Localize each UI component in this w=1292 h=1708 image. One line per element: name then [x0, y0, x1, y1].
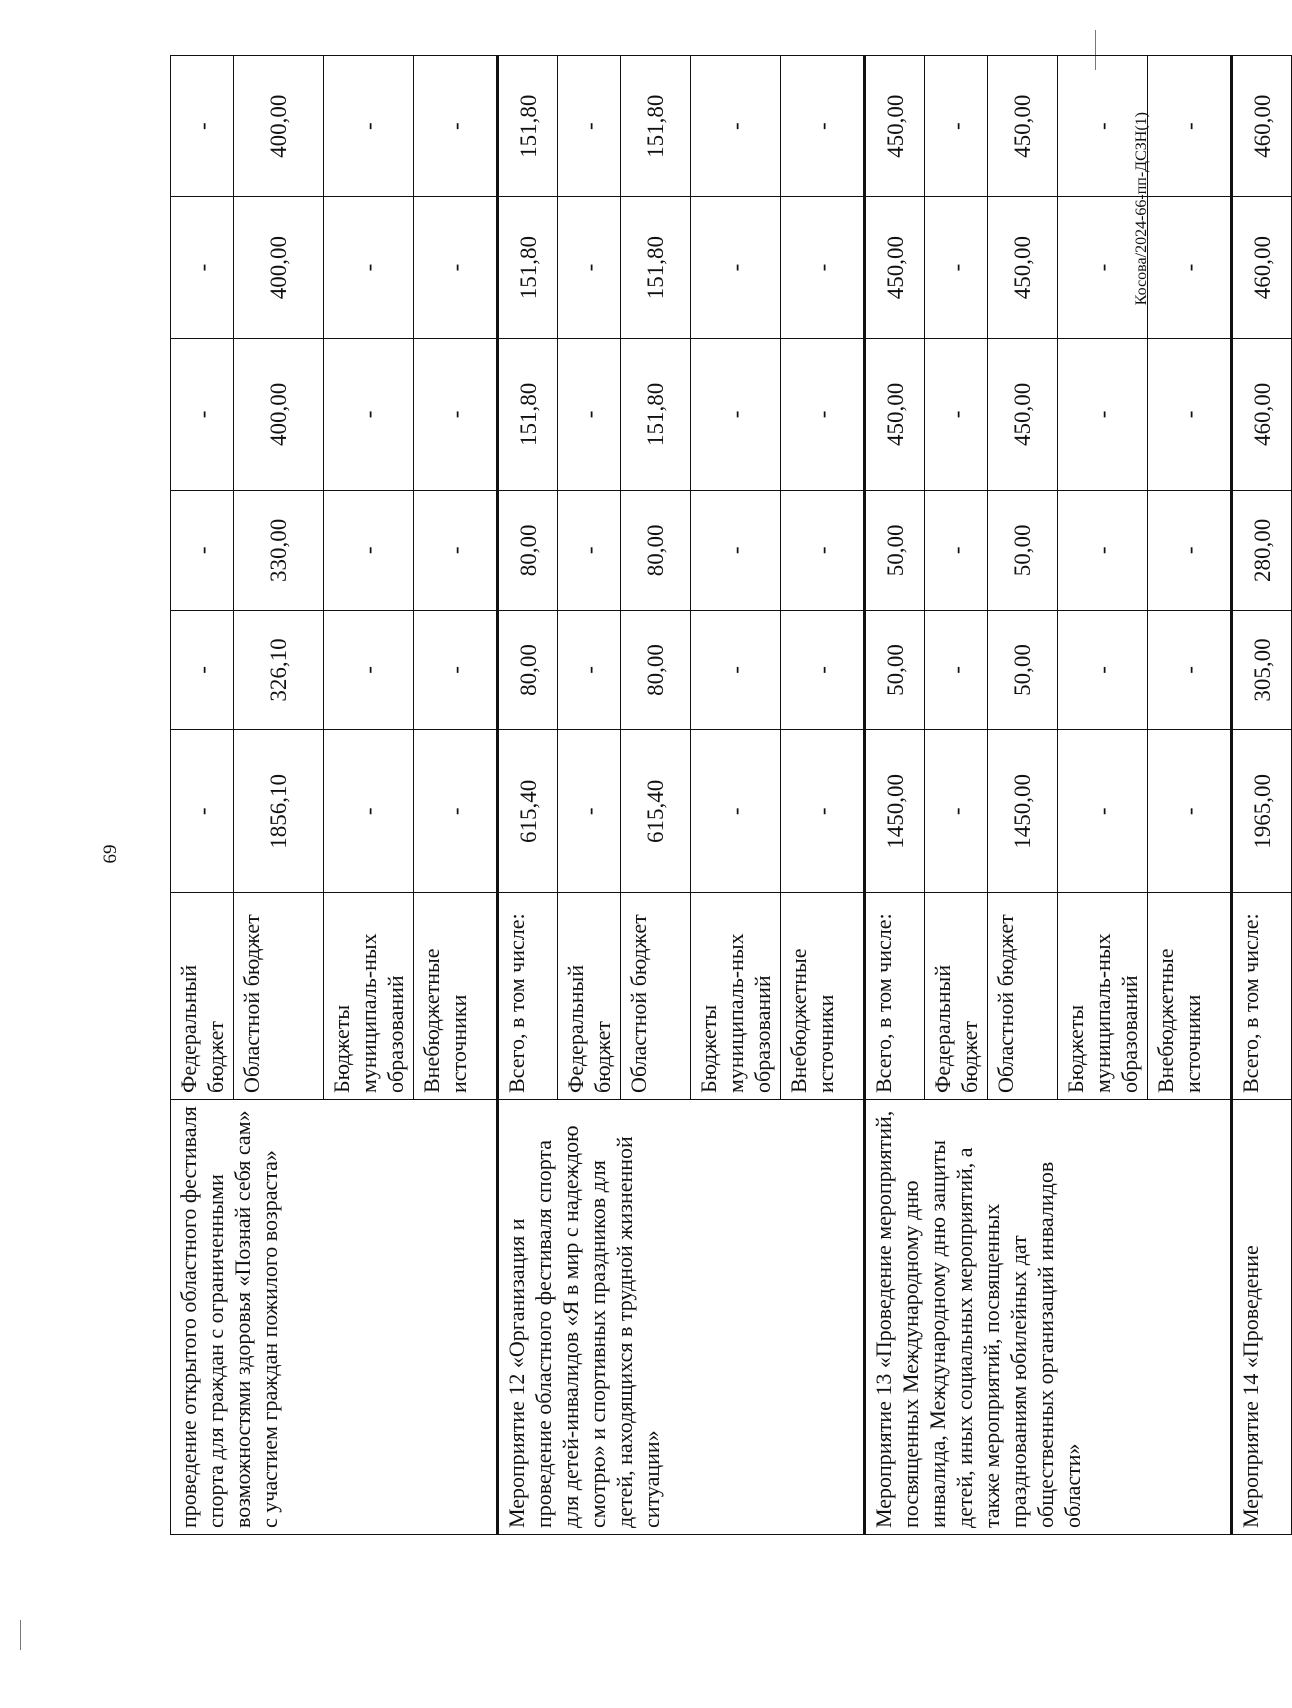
- funding-source: Бюджеты муниципаль-ных образований: [324, 893, 414, 1100]
- amount-cell: 460,00: [1232, 56, 1292, 197]
- amount-cell: -: [691, 197, 781, 338]
- amount-cell: -: [324, 491, 414, 611]
- amount-cell: -: [925, 491, 988, 611]
- funding-source: Бюджеты муниципаль-ных образований: [691, 893, 781, 1100]
- activity-name: Мероприятие 14 «Проведение: [1232, 1100, 1292, 1535]
- amount-cell: -: [414, 338, 498, 490]
- amount-cell: -: [558, 197, 621, 338]
- amount-cell: 450,00: [988, 56, 1058, 197]
- amount-cell: 50,00: [988, 491, 1058, 611]
- amount-cell: -: [414, 197, 498, 338]
- funding-source: Всего, в том числе:: [865, 893, 925, 1100]
- amount-cell: -: [691, 491, 781, 611]
- amount-cell: 80,00: [498, 491, 558, 611]
- amount-cell: -: [1148, 197, 1232, 338]
- amount-cell: -: [324, 610, 414, 730]
- amount-cell: -: [691, 730, 781, 893]
- amount-cell: -: [1058, 197, 1148, 338]
- budget-table: [170, 55, 1292, 1535]
- amount-cell: 1856,10: [234, 730, 324, 893]
- amount-cell: -: [1058, 338, 1148, 490]
- funding-source: Всего, в том числе:: [498, 893, 558, 1100]
- amount-cell: -: [324, 338, 414, 490]
- amount-cell: -: [414, 491, 498, 611]
- amount-cell: 1450,00: [988, 730, 1058, 893]
- amount-cell: -: [558, 610, 621, 730]
- amount-cell: 400,00: [234, 338, 324, 490]
- amount-cell: -: [324, 730, 414, 893]
- activity-name: Мероприятие 13 «Проведение мероприятий, посвященных Международному дню инвалида, Международному дню защиты детей, иных социальных мероприятий, а также мероприятий, посвященных празднованиям юбилейных дат общественных организаций инвалидов области»: [865, 1100, 1232, 1535]
- amount-cell: -: [1058, 730, 1148, 893]
- funding-source: Бюджеты муниципаль-ных образований: [1058, 893, 1148, 1100]
- amount-cell: -: [171, 610, 234, 730]
- amount-cell: -: [414, 730, 498, 893]
- amount-cell: 400,00: [234, 56, 324, 197]
- table-row: [171, 56, 234, 1535]
- amount-cell: 326,10: [234, 610, 324, 730]
- amount-cell: -: [691, 338, 781, 490]
- amount-cell: -: [171, 56, 234, 197]
- table-row: [865, 56, 925, 1535]
- amount-cell: -: [781, 610, 865, 730]
- amount-cell: -: [324, 197, 414, 338]
- amount-cell: -: [1058, 610, 1148, 730]
- activity-name: Мероприятие 12 «Организация и проведение областного фестиваля спорта для детей-инвалидов «Я в мир с надеждою смотрю» и спортивных праздников для детей, находящихся в трудной жизненной ситуации»: [498, 1100, 865, 1535]
- amount-cell: -: [558, 338, 621, 490]
- amount-cell: 50,00: [988, 610, 1058, 730]
- amount-cell: 80,00: [621, 610, 691, 730]
- amount-cell: -: [1148, 56, 1232, 197]
- activity-name: проведение открытого областного фестиваля спорта для граждан с ограниченными возможностями здоровья «Познай себя сам» с участием граждан пожилого возраста»: [171, 1100, 498, 1535]
- amount-cell: -: [925, 197, 988, 338]
- amount-cell: -: [1148, 491, 1232, 611]
- amount-cell: 80,00: [498, 610, 558, 730]
- table-body: [171, 56, 1292, 1535]
- funding-source: Федеральный бюджет: [925, 893, 988, 1100]
- amount-cell: 50,00: [865, 610, 925, 730]
- amount-cell: 305,00: [1232, 610, 1292, 730]
- amount-cell: 151,80: [621, 56, 691, 197]
- amount-cell: 151,80: [498, 56, 558, 197]
- amount-cell: 151,80: [621, 197, 691, 338]
- amount-cell: 330,00: [234, 491, 324, 611]
- amount-cell: -: [925, 730, 988, 893]
- amount-cell: 460,00: [1232, 338, 1292, 490]
- amount-cell: 151,80: [498, 338, 558, 490]
- amount-cell: 151,80: [498, 197, 558, 338]
- amount-cell: 615,40: [498, 730, 558, 893]
- amount-cell: -: [171, 730, 234, 893]
- funding-source: Областной бюджет: [234, 893, 324, 1100]
- amount-cell: -: [781, 491, 865, 611]
- table-row: [1232, 56, 1292, 1535]
- amount-cell: 151,80: [621, 338, 691, 490]
- amount-cell: -: [1148, 730, 1232, 893]
- amount-cell: -: [558, 491, 621, 611]
- amount-cell: 450,00: [988, 197, 1058, 338]
- page-number: 69: [100, 844, 121, 864]
- funding-source: Областной бюджет: [621, 893, 691, 1100]
- amount-cell: 1965,00: [1232, 730, 1292, 893]
- amount-cell: -: [781, 56, 865, 197]
- funding-source: Федеральный бюджет: [171, 893, 234, 1100]
- amount-cell: 1450,00: [865, 730, 925, 893]
- funding-source: Всего, в том числе:: [1232, 893, 1292, 1100]
- amount-cell: 450,00: [988, 338, 1058, 490]
- document-id: Косова/2024-66-пп-ДСЗН(1): [1133, 112, 1150, 306]
- funding-source: Внебюджетные источники: [414, 893, 498, 1100]
- amount-cell: 450,00: [865, 56, 925, 197]
- amount-cell: -: [1148, 610, 1232, 730]
- amount-cell: -: [691, 610, 781, 730]
- amount-cell: -: [324, 56, 414, 197]
- amount-cell: 400,00: [234, 197, 324, 338]
- amount-cell: 450,00: [865, 338, 925, 490]
- amount-cell: 460,00: [1232, 197, 1292, 338]
- amount-cell: -: [781, 197, 865, 338]
- amount-cell: -: [781, 338, 865, 490]
- amount-cell: 280,00: [1232, 491, 1292, 611]
- amount-cell: -: [925, 56, 988, 197]
- amount-cell: -: [558, 56, 621, 197]
- funding-source: Областной бюджет: [988, 893, 1058, 1100]
- amount-cell: -: [925, 610, 988, 730]
- amount-cell: -: [691, 56, 781, 197]
- amount-cell: -: [171, 491, 234, 611]
- amount-cell: -: [1058, 491, 1148, 611]
- amount-cell: 80,00: [621, 491, 691, 611]
- table-row: [498, 56, 558, 1535]
- amount-cell: 50,00: [865, 491, 925, 611]
- funding-source: Внебюджетные источники: [781, 893, 865, 1100]
- amount-cell: -: [414, 610, 498, 730]
- amount-cell: 615,40: [621, 730, 691, 893]
- funding-source: Федеральный бюджет: [558, 893, 621, 1100]
- amount-cell: -: [781, 730, 865, 893]
- amount-cell: -: [171, 197, 234, 338]
- amount-cell: 450,00: [865, 197, 925, 338]
- amount-cell: -: [414, 56, 498, 197]
- amount-cell: -: [1148, 338, 1232, 490]
- amount-cell: -: [171, 338, 234, 490]
- amount-cell: -: [558, 730, 621, 893]
- amount-cell: -: [925, 338, 988, 490]
- funding-source: Внебюджетные источники: [1148, 893, 1232, 1100]
- amount-cell: -: [1058, 56, 1148, 197]
